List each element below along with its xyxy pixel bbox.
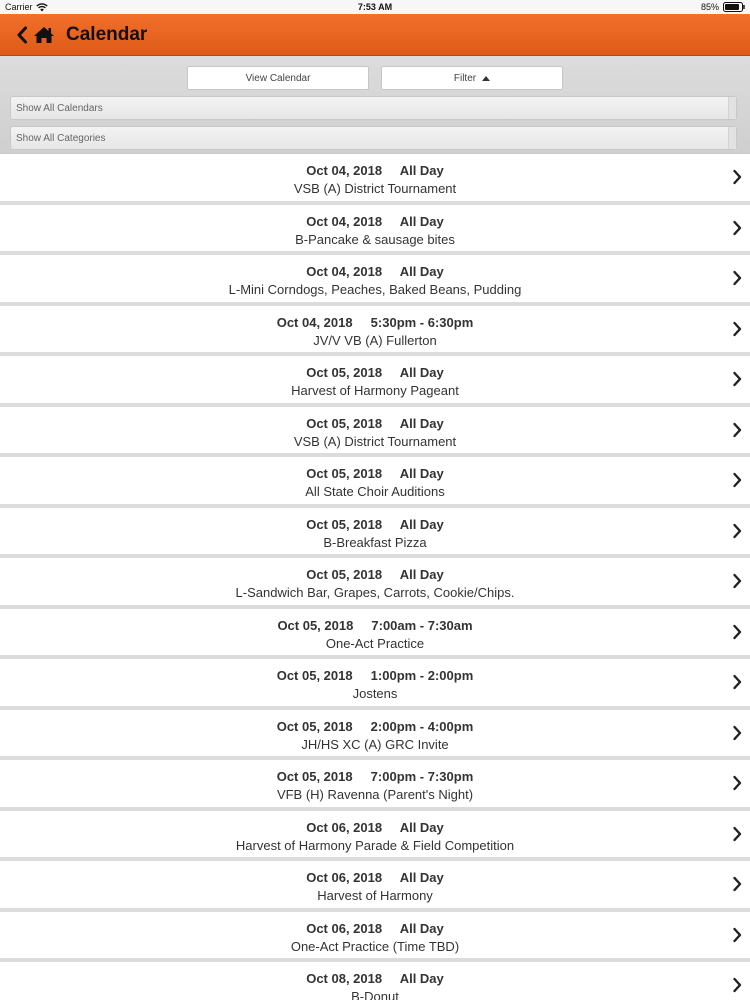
- status-right: [701, 2, 745, 12]
- event-title: Harvest of Harmony: [317, 888, 433, 903]
- event-when: [0, 870, 750, 885]
- event-date: Oct 04, 2018: [306, 213, 383, 229]
- event-time: All Day: [399, 516, 444, 532]
- event-when: [0, 264, 750, 279]
- chevron-right-icon: [732, 371, 742, 387]
- event-when: [0, 315, 750, 330]
- event-row[interactable]: [0, 306, 750, 357]
- event-time: All Day: [399, 466, 444, 481]
- event-time: 5:30pm - 6:30pm: [370, 314, 474, 330]
- event-title: VSB (A) District Tournament: [293, 181, 457, 196]
- status-time: 7:53 AM: [357, 2, 393, 12]
- chevron-right-icon: [732, 270, 742, 286]
- event-row[interactable]: [0, 356, 750, 407]
- chevron-right-icon: [732, 927, 742, 943]
- event-date: Oct 05, 2018: [276, 769, 353, 784]
- event-time: All Day: [399, 264, 444, 279]
- event-title: One-Act Practice: [325, 635, 425, 651]
- chevron-right-icon: [732, 624, 742, 640]
- select-arrow-icon: [728, 97, 736, 119]
- chevron-right-icon: [732, 523, 742, 539]
- event-when: [0, 214, 750, 229]
- chevron-right-icon: [732, 775, 742, 791]
- event-title: VFB (H) Ravenna (Parent's Night): [276, 787, 474, 802]
- chevron-right-icon: [732, 674, 742, 690]
- status-bar: [0, 0, 750, 14]
- event-time: All Day: [399, 567, 444, 582]
- event-row[interactable]: [0, 962, 750, 1000]
- event-time: All Day: [399, 365, 444, 380]
- event-row[interactable]: [0, 659, 750, 710]
- event-when: [0, 820, 750, 835]
- event-date: Oct 08, 2018: [306, 971, 383, 986]
- home-icon[interactable]: [33, 25, 55, 45]
- event-time: 1:00pm - 2:00pm: [370, 668, 474, 683]
- caret-up-icon: [482, 76, 490, 81]
- event-title: JV/V VB (A) Fullerton: [313, 332, 437, 348]
- event-title: JH/HS XC (A) GRC Invite: [301, 736, 449, 752]
- chevron-right-icon: [732, 321, 742, 337]
- event-date: Oct 05, 2018: [306, 365, 383, 380]
- event-when: [0, 416, 750, 431]
- event-time: 2:00pm - 4:00pm: [370, 718, 474, 734]
- chevron-right-icon: [732, 977, 742, 993]
- chevron-left-icon[interactable]: [14, 25, 30, 45]
- event-when: [0, 466, 750, 481]
- event-when: [0, 567, 750, 582]
- event-date: Oct 06, 2018: [306, 870, 383, 885]
- view-calendar-button[interactable]: [187, 66, 369, 90]
- event-date: Oct 04, 2018: [306, 264, 383, 279]
- chevron-right-icon: [732, 826, 742, 842]
- chevron-right-icon: [732, 422, 742, 438]
- event-time: 7:00pm - 7:30pm: [370, 769, 474, 784]
- event-title: B-Pancake & sausage bites: [295, 231, 455, 247]
- event-date: Oct 05, 2018: [276, 668, 353, 683]
- filter-button[interactable]: [381, 66, 563, 90]
- filter-label: Filter: [453, 72, 477, 84]
- event-row[interactable]: [0, 609, 750, 660]
- event-title: Harvest of Harmony Parade & Field Competition: [235, 837, 515, 853]
- event-time: 7:00am - 7:30am: [371, 617, 473, 633]
- event-date: Oct 05, 2018: [277, 617, 354, 633]
- event-list: [0, 154, 750, 1000]
- event-title: VSB (A) District Tournament: [293, 433, 457, 449]
- chevron-right-icon: [732, 220, 742, 236]
- event-date: Oct 06, 2018: [306, 920, 383, 936]
- event-row[interactable]: [0, 710, 750, 761]
- event-when: [0, 921, 750, 936]
- chevron-right-icon: [732, 573, 742, 589]
- page-title: Calendar: [66, 23, 148, 45]
- event-date: Oct 05, 2018: [306, 466, 383, 481]
- event-time: All Day: [399, 163, 444, 178]
- chevron-right-icon: [732, 876, 742, 892]
- event-date: Oct 05, 2018: [306, 567, 383, 582]
- event-row[interactable]: [0, 457, 750, 508]
- select-arrow-icon: [728, 127, 736, 149]
- categories-select-value: Show All Categories: [16, 132, 106, 144]
- event-title: Harvest of Harmony Pageant: [291, 383, 459, 398]
- event-row[interactable]: [0, 508, 750, 559]
- event-time: All Day: [399, 213, 444, 229]
- event-when: [0, 668, 750, 683]
- event-date: Oct 04, 2018: [306, 163, 383, 178]
- battery-percent: 85%: [700, 2, 719, 12]
- event-when: [0, 365, 750, 380]
- categories-select[interactable]: [10, 126, 737, 150]
- event-time: All Day: [399, 819, 444, 835]
- event-date: Oct 05, 2018: [276, 718, 353, 734]
- filter-panel: [0, 56, 750, 154]
- event-when: [0, 971, 750, 986]
- nav-bar: [0, 14, 750, 56]
- event-row[interactable]: [0, 205, 750, 256]
- event-row[interactable]: [0, 760, 750, 811]
- event-row[interactable]: [0, 407, 750, 458]
- event-time: All Day: [399, 415, 444, 431]
- view-calendar-label: View Calendar: [245, 72, 311, 84]
- event-title: All State Choir Auditions: [305, 484, 445, 499]
- event-date: Oct 06, 2018: [306, 819, 383, 835]
- chevron-right-icon: [732, 472, 742, 488]
- event-date: Oct 05, 2018: [306, 516, 383, 532]
- event-when: [0, 163, 750, 178]
- event-when: [0, 618, 750, 633]
- event-row[interactable]: [0, 861, 750, 912]
- event-time: All Day: [399, 971, 444, 986]
- event-when: [0, 769, 750, 784]
- event-title: One-Act Practice (Time TBD): [290, 938, 460, 954]
- event-row[interactable]: [0, 912, 750, 963]
- event-date: Oct 04, 2018: [276, 314, 353, 330]
- event-title: L-Mini Corndogs, Peaches, Baked Beans, Pudding: [228, 282, 522, 297]
- event-time: All Day: [399, 920, 444, 936]
- carrier-label: Carrier: [5, 2, 33, 12]
- event-when: [0, 517, 750, 532]
- event-title: Jostens: [352, 686, 398, 701]
- event-when: [0, 719, 750, 734]
- event-row[interactable]: [0, 255, 750, 306]
- event-title: B-Donut: [351, 989, 399, 1000]
- chevron-right-icon: [732, 169, 742, 185]
- event-row[interactable]: [0, 154, 750, 205]
- event-time: All Day: [399, 870, 444, 885]
- event-row[interactable]: [0, 558, 750, 609]
- event-title: L-Sandwich Bar, Grapes, Carrots, Cookie/Chips.: [235, 585, 515, 600]
- event-date: Oct 05, 2018: [306, 415, 383, 431]
- calendars-select[interactable]: [10, 96, 737, 120]
- event-row[interactable]: [0, 811, 750, 862]
- battery-icon: [723, 2, 745, 12]
- chevron-right-icon: [732, 725, 742, 741]
- calendars-select-value: Show All Calendars: [16, 102, 103, 114]
- event-title: B-Breakfast Pizza: [323, 534, 427, 550]
